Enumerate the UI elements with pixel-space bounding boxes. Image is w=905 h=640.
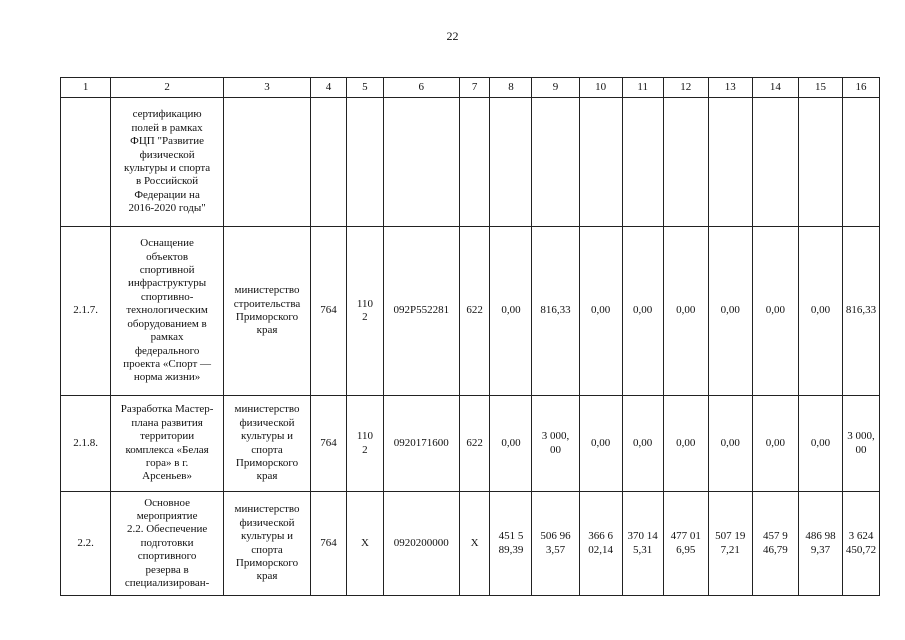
cell-target-article: 092P552281 (383, 227, 459, 396)
cell-value: 0,00 (579, 227, 622, 396)
cell-value: 0,00 (622, 227, 663, 396)
header-cell: 13 (708, 78, 752, 98)
header-cell: 8 (490, 78, 532, 98)
header-cell: 11 (622, 78, 663, 98)
row-name: Оснащение объектов спортивной инфраструктуры спортивно- технологическим оборудованием в рамках федерального проекта «Спорт — норма жизни» (111, 227, 224, 396)
cell-total: 3 624 450,72 (843, 492, 880, 596)
header-cell: 5 (346, 78, 383, 98)
cell-value: 0,00 (622, 396, 663, 492)
cell-grbs (311, 98, 347, 227)
cell-value: 0,00 (663, 227, 708, 396)
cell-expense-type: 622 (459, 227, 490, 396)
header-cell: 6 (383, 78, 459, 98)
cell-value: 507 19 7,21 (708, 492, 752, 596)
cell-value: 457 9 46,79 (752, 492, 798, 596)
page-number: 22 (446, 29, 459, 43)
row-organization: министерство строительства Приморского края (223, 227, 310, 396)
cell-value (798, 98, 842, 227)
header-cell: 16 (843, 78, 880, 98)
cell-value (622, 98, 663, 227)
cell-value (532, 98, 579, 227)
row-code: 2.2. (61, 492, 111, 596)
header-row (61, 78, 880, 98)
cell-value: 477 01 6,95 (663, 492, 708, 596)
row-code: 2.1.8. (61, 396, 111, 492)
cell-total (843, 98, 880, 227)
cell-value: 0,00 (708, 396, 752, 492)
header-cell: 10 (579, 78, 622, 98)
header-cell: 9 (532, 78, 579, 98)
cell-value: 0,00 (798, 227, 842, 396)
cell-total: 3 000, 00 (843, 396, 880, 492)
cell-section (346, 98, 383, 227)
cell-value: 0,00 (579, 396, 622, 492)
cell-value: 0,00 (752, 396, 798, 492)
cell-value: 0,00 (490, 227, 532, 396)
cell-grbs: 764 (311, 396, 347, 492)
cell-value: 366 6 02,14 (579, 492, 622, 596)
cell-value (490, 98, 532, 227)
cell-value: 506 96 3,57 (532, 492, 579, 596)
cell-value (663, 98, 708, 227)
cell-value: 0,00 (752, 227, 798, 396)
table-row (61, 492, 880, 596)
header-cell: 4 (311, 78, 347, 98)
row-code (61, 98, 111, 227)
cell-target-article: 0920171600 (383, 396, 459, 492)
cell-value: 0,00 (490, 396, 532, 492)
cell-target-article: 0920200000 (383, 492, 459, 596)
cell-value (708, 98, 752, 227)
budget-table (60, 77, 880, 596)
cell-value: 370 14 5,31 (622, 492, 663, 596)
cell-value (579, 98, 622, 227)
header-cell: 1 (61, 78, 111, 98)
cell-value: 451 5 89,39 (490, 492, 532, 596)
header-cell: 12 (663, 78, 708, 98)
cell-grbs: 764 (311, 227, 347, 396)
cell-value: 0,00 (798, 396, 842, 492)
cell-expense-type: Х (459, 492, 490, 596)
cell-expense-type (459, 98, 490, 227)
row-name: Основное мероприятие 2.2. Обеспечение подготовки спортивного резерва в специализирован- (111, 492, 224, 596)
row-organization: министерство физической культуры и спорта Приморского края (223, 492, 310, 596)
cell-target-article (383, 98, 459, 227)
cell-value (752, 98, 798, 227)
cell-value: 486 98 9,37 (798, 492, 842, 596)
cell-total: 816,33 (843, 227, 880, 396)
row-organization: министерство физической культуры и спорта Приморского края (223, 396, 310, 492)
header-cell: 2 (111, 78, 224, 98)
row-name: сертификацию полей в рамках ФЦП "Развитие физической культуры и спорта в Российской Федерации на 2016-2020 годы" (111, 98, 224, 227)
cell-expense-type: 622 (459, 396, 490, 492)
cell-grbs: 764 (311, 492, 347, 596)
cell-value: 0,00 (663, 396, 708, 492)
table-row (61, 396, 880, 492)
table-row (61, 227, 880, 396)
cell-section: 110 2 (346, 227, 383, 396)
cell-value: 816,33 (532, 227, 579, 396)
header-cell: 3 (223, 78, 310, 98)
row-organization (223, 98, 310, 227)
row-name: Разработка Мастер- плана развития территории комплекса «Белая гора» в г. Арсеньев» (111, 396, 224, 492)
row-code: 2.1.7. (61, 227, 111, 396)
cell-section: Х (346, 492, 383, 596)
header-cell: 7 (459, 78, 490, 98)
cell-value: 3 000, 00 (532, 396, 579, 492)
cell-value: 0,00 (708, 227, 752, 396)
cell-section: 110 2 (346, 396, 383, 492)
table-row (61, 98, 880, 227)
header-cell: 15 (798, 78, 842, 98)
header-cell: 14 (752, 78, 798, 98)
